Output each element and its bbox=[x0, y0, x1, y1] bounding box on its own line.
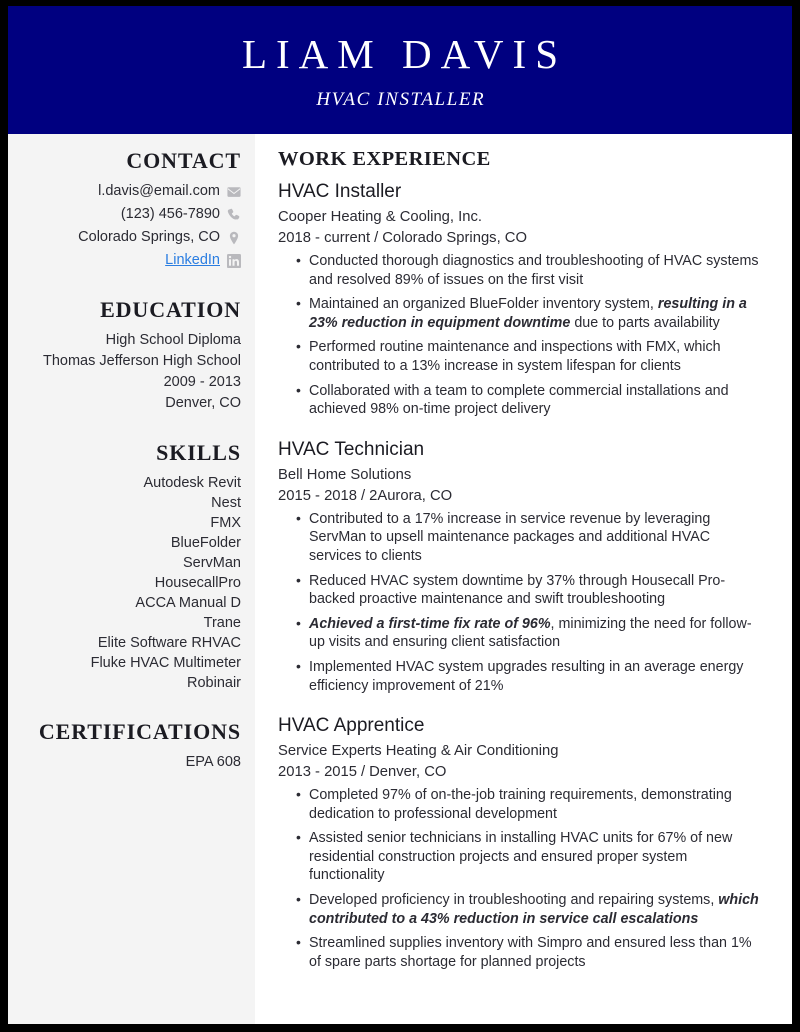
job-title: HVAC Apprentice bbox=[278, 715, 425, 737]
job-meta-separator: / bbox=[360, 764, 366, 781]
certifications-section bbox=[16, 719, 241, 773]
contact-text: l.davis@email.com bbox=[98, 183, 220, 199]
candidate-job-title: HVAC INSTALLER bbox=[316, 88, 486, 110]
education-line: Thomas Jefferson High School bbox=[42, 353, 241, 369]
job-company: Bell Home Solutions bbox=[278, 466, 412, 483]
skill-item: FMX bbox=[210, 515, 241, 531]
job-bullet bbox=[309, 658, 762, 695]
contact-item bbox=[16, 227, 241, 248]
resume-header bbox=[8, 6, 792, 134]
bullet-text: Contributed to a 17% increase in service revenue by leveraging ServMan to upsell maintenance packages and additional HVAC services to clients bbox=[309, 510, 711, 564]
location-pin-icon bbox=[227, 231, 241, 245]
job-bullet bbox=[309, 338, 762, 375]
education-section bbox=[16, 297, 241, 414]
skill-item: Trane bbox=[203, 615, 241, 631]
skill-item: BlueFolder bbox=[170, 535, 241, 551]
education-lines bbox=[16, 330, 241, 414]
contact-item[interactable] bbox=[16, 250, 241, 271]
job-bullet bbox=[309, 295, 762, 332]
certifications-list bbox=[16, 752, 241, 773]
resume-page bbox=[8, 6, 792, 1024]
job-bullet-list bbox=[278, 252, 762, 419]
contact-link-text[interactable]: LinkedIn bbox=[165, 252, 220, 268]
bullet-text: Maintained an organized BlueFolder inventory system, bbox=[309, 296, 658, 313]
job-spacer bbox=[278, 425, 762, 437]
job-bullet bbox=[309, 615, 762, 652]
skill-item: ACCA Manual D bbox=[135, 595, 241, 611]
job-bullet bbox=[309, 510, 762, 566]
skill-item: Elite Software RHVAC bbox=[97, 635, 241, 651]
bullet-text: Completed 97% of on-the-job training requirements, demonstrating dedication to professional development bbox=[309, 787, 732, 822]
contact-item bbox=[16, 181, 241, 202]
education-line: Denver, CO bbox=[165, 395, 241, 411]
job-dates: 2013 - 2015 bbox=[278, 764, 357, 781]
job-dates: 2015 - 2018 bbox=[278, 487, 357, 504]
job-bullet-list bbox=[278, 786, 762, 971]
contact-text: Colorado Springs, CO bbox=[78, 229, 220, 245]
skill-item: Nest bbox=[211, 495, 241, 511]
contact-item bbox=[16, 204, 241, 225]
job-bullet bbox=[309, 829, 762, 885]
job-location: 2Aurora, CO bbox=[369, 487, 453, 504]
job-meta bbox=[278, 486, 762, 507]
skill-item: Fluke HVAC Multimeter bbox=[90, 655, 241, 671]
resume-body bbox=[8, 134, 792, 1024]
skill-item: HousecallPro bbox=[154, 575, 241, 591]
job-bullet bbox=[309, 786, 762, 823]
education-line: High School Diploma bbox=[105, 332, 241, 348]
education-line: 2009 - 2013 bbox=[163, 374, 241, 390]
skill-item: Robinair bbox=[187, 675, 241, 691]
bullet-text: due to parts availability bbox=[570, 314, 720, 331]
candidate-name: LIAM DAVIS bbox=[241, 31, 567, 78]
bullet-text: Streamlined supplies inventory with Simpro and ensured less than 1% of spare parts shortage for planned projects bbox=[309, 935, 752, 970]
job-bullet bbox=[309, 382, 762, 419]
job-bullet bbox=[309, 252, 762, 289]
bullet-highlight-text: which contributed to a 43% reduction in service call escalations bbox=[309, 892, 759, 927]
bullet-text: Conducted thorough diagnostics and troubleshooting of HVAC systems and resolved 89% of issues on the first visit bbox=[309, 253, 759, 288]
bullet-text: Developed proficiency in troubleshooting and repairing systems, bbox=[309, 892, 719, 909]
phone-icon bbox=[227, 208, 241, 222]
job-bullet bbox=[309, 934, 762, 971]
contact-text: (123) 456-7890 bbox=[120, 206, 220, 222]
job-entry bbox=[278, 437, 762, 695]
envelope-icon bbox=[227, 185, 241, 199]
certification-item: EPA 608 bbox=[185, 754, 241, 770]
bullet-highlight-text: Achieved a first-time fix rate of 96% bbox=[309, 615, 551, 632]
contact-section bbox=[16, 148, 241, 271]
job-dates: 2018 - current bbox=[278, 230, 371, 246]
job-meta bbox=[278, 762, 762, 783]
job-company: Cooper Heating & Cooling, Inc. bbox=[278, 209, 482, 225]
job-title: HVAC Technician bbox=[278, 438, 425, 460]
bullet-text: Performed routine maintenance and inspections with FMX, which contributed to a 13% increase in system lifespan for clients bbox=[309, 339, 721, 374]
job-location: Colorado Springs, CO bbox=[382, 230, 527, 246]
job-entry bbox=[278, 179, 762, 419]
bullet-text: Assisted senior technicians in installing HVAC units for 67% of new residential construction projects and ensured proper system functionality bbox=[309, 830, 733, 884]
skills-section bbox=[16, 440, 241, 693]
job-meta-separator: / bbox=[360, 487, 366, 504]
skills-heading: SKILLS bbox=[156, 440, 241, 465]
work-experience-list bbox=[278, 179, 762, 971]
job-bullet bbox=[309, 891, 762, 928]
skills-list bbox=[16, 473, 241, 693]
job-title: HVAC Installer bbox=[278, 181, 402, 202]
job-meta bbox=[278, 228, 762, 249]
job-entry bbox=[278, 713, 762, 971]
contact-list bbox=[16, 181, 241, 271]
bullet-text: , minimizing the need for follow-up visits and ensuring client satisfaction bbox=[309, 615, 752, 651]
education-heading: EDUCATION bbox=[100, 297, 241, 322]
job-bullet-list bbox=[278, 510, 762, 695]
bullet-text: Collaborated with a team to complete commercial installations and achieved 98% on-time project delivery bbox=[309, 382, 729, 418]
work-experience-heading: WORK EXPERIENCE bbox=[278, 148, 491, 170]
job-company: Service Experts Heating & Air Conditioning bbox=[278, 743, 559, 760]
job-bullet bbox=[309, 572, 762, 609]
certifications-heading: CERTIFICATIONS bbox=[38, 719, 241, 744]
contact-heading: CONTACT bbox=[126, 148, 241, 173]
linkedin-icon[interactable] bbox=[227, 254, 241, 268]
job-spacer bbox=[278, 701, 762, 713]
main-column bbox=[255, 134, 792, 1024]
bullet-text: Implemented HVAC system upgrades resulting in an average energy efficiency improvement of 21% bbox=[309, 658, 744, 694]
job-location: Denver, CO bbox=[369, 764, 447, 781]
sidebar bbox=[8, 134, 255, 1024]
skill-item: ServMan bbox=[182, 555, 241, 571]
job-meta-separator: / bbox=[374, 230, 379, 246]
skill-item: Autodesk Revit bbox=[143, 475, 241, 491]
bullet-text: Reduced HVAC system downtime by 37% through Housecall Pro-backed proactive maintenance and swift troubleshooting bbox=[309, 572, 726, 608]
bullet-highlight-text: resulting in a 23% reduction in equipment downtime bbox=[309, 296, 747, 331]
